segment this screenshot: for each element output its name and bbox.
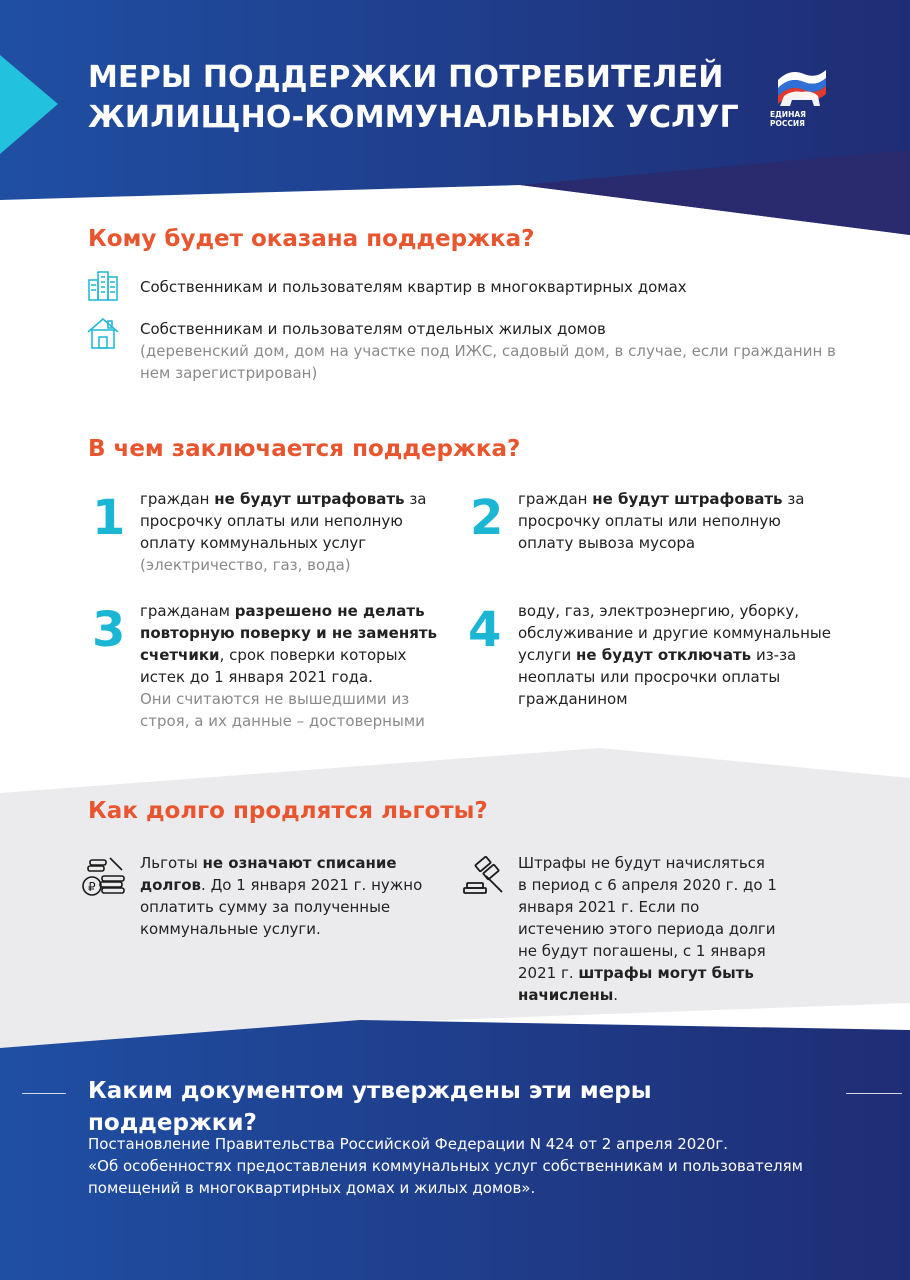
- support-item-3-number: 3: [92, 602, 126, 658]
- house-icon: [86, 316, 120, 350]
- how-long-left-text-a: Льготы: [140, 854, 203, 872]
- logo-text-line1: ЕДИНАЯ: [770, 110, 806, 119]
- page-title-line1: МЕРЫ ПОДДЕРЖКИ ПОТРЕБИТЕЛЕЙ: [88, 60, 724, 95]
- support-item-3-text-b: , срок поверки которых истек до 1 января 2021 года.: [140, 646, 407, 686]
- who-item-2-text: Собственникам и пользователям отдельных жилых домов: [140, 320, 606, 338]
- apartment-building-icon: [86, 268, 120, 302]
- footer-document-text: [88, 1133, 828, 1199]
- support-item-4-text-b: из-за неоплаты или просрочки оплаты гражданином: [518, 646, 797, 708]
- footer-title: Каким документом утверждены эти меры поддержки?: [88, 1078, 652, 1136]
- coins-icon: [80, 854, 130, 898]
- who-item-1-text: Собственникам и пользователям квартир в многоквартирных домах: [140, 278, 687, 296]
- support-item-1-text-a: граждан: [140, 490, 215, 508]
- how-long-right-text-a: Штрафы не будут начисляться в период с 6 апреля 2020 г. до 1 января 2021 г. Если по истечению этого периода долги не будут погашены, с 1 января 2021 г.: [518, 854, 777, 982]
- page-title: [88, 58, 748, 138]
- how-long-left-text-bold: не означают списание долгов: [140, 854, 397, 894]
- support-item-4-text-a: воду, газ, электроэнергию, уборку, обслуживание и другие коммунальные услуги: [518, 602, 831, 664]
- footer-divider-right: [846, 1093, 902, 1094]
- support-item-1-text-bold: не будут штрафовать: [214, 490, 405, 508]
- support-item-3: [140, 600, 450, 732]
- section-title-who: Кому будет оказана поддержка?: [88, 226, 535, 252]
- support-item-1-note: (электричество, газ, вода): [140, 556, 351, 574]
- footer-text-line2: «Об особенностях предоставления коммунальных услуг собственникам и пользователям: [88, 1157, 803, 1175]
- footer-text-line1: Постановление Правительства Российской Федерации N 424 от 2 апреля 2020г.: [88, 1135, 729, 1153]
- how-long-right-text-bold: штрафы могут быть начислены: [518, 964, 754, 1004]
- united-russia-logo: [770, 66, 830, 136]
- section-title-how-long: Как долго продлятся льготы?: [88, 798, 488, 824]
- how-long-right-text-b: .: [613, 986, 619, 1004]
- support-item-2: [518, 488, 818, 554]
- support-item-1-number: 1: [92, 490, 126, 546]
- support-item-1: [140, 488, 440, 576]
- how-long-left-text-b: . До 1 января 2021 г. нужно оплатить сумму за полученные коммунальные услуги.: [140, 876, 423, 938]
- section-title-what: В чем заключается поддержка?: [88, 436, 521, 462]
- support-item-3-text-a: гражданам: [140, 602, 235, 620]
- page-title-line2: ЖИЛИЩНО-КОММУНАЛЬНЫХ УСЛУГ: [88, 100, 739, 135]
- support-item-3-note: Они считаются не вышедшими из строя, а их данные – достоверными: [140, 690, 425, 730]
- how-long-left-text: [140, 852, 430, 940]
- who-item-2-note: (деревенский дом, дом на участке под ИЖС, садовый дом, в случае, если гражданин в нем зарегистрирован): [140, 342, 836, 382]
- footer-text-line3: помещений в многоквартирных домах и жилых домов».: [88, 1179, 536, 1197]
- svg-text:₽: ₽: [88, 880, 96, 894]
- support-item-4-text-bold: не будут отключать: [576, 646, 752, 664]
- support-item-2-text-bold: не будут штрафовать: [592, 490, 783, 508]
- support-item-1-text-b: за просрочку оплаты или неполную оплату коммунальных услуг: [140, 490, 427, 552]
- support-item-2-text-a: граждан: [518, 490, 593, 508]
- who-item-2: [140, 318, 840, 384]
- support-item-4-number: 4: [468, 602, 502, 658]
- support-item-4: [518, 600, 838, 710]
- how-long-right-text: [518, 852, 778, 1006]
- support-item-3-text-bold: разрешено не делать повторную поверку и не заменять счетчики: [140, 602, 438, 664]
- gavel-icon: [462, 854, 508, 900]
- support-item-2-number: 2: [470, 490, 504, 546]
- support-item-2-text-b: за просрочку оплаты или неполную оплату вывоза мусора: [518, 490, 805, 552]
- footer-divider-left: [22, 1093, 66, 1094]
- logo-text-line2: РОССИЯ: [770, 119, 805, 128]
- bear-flag-icon: [770, 66, 830, 110]
